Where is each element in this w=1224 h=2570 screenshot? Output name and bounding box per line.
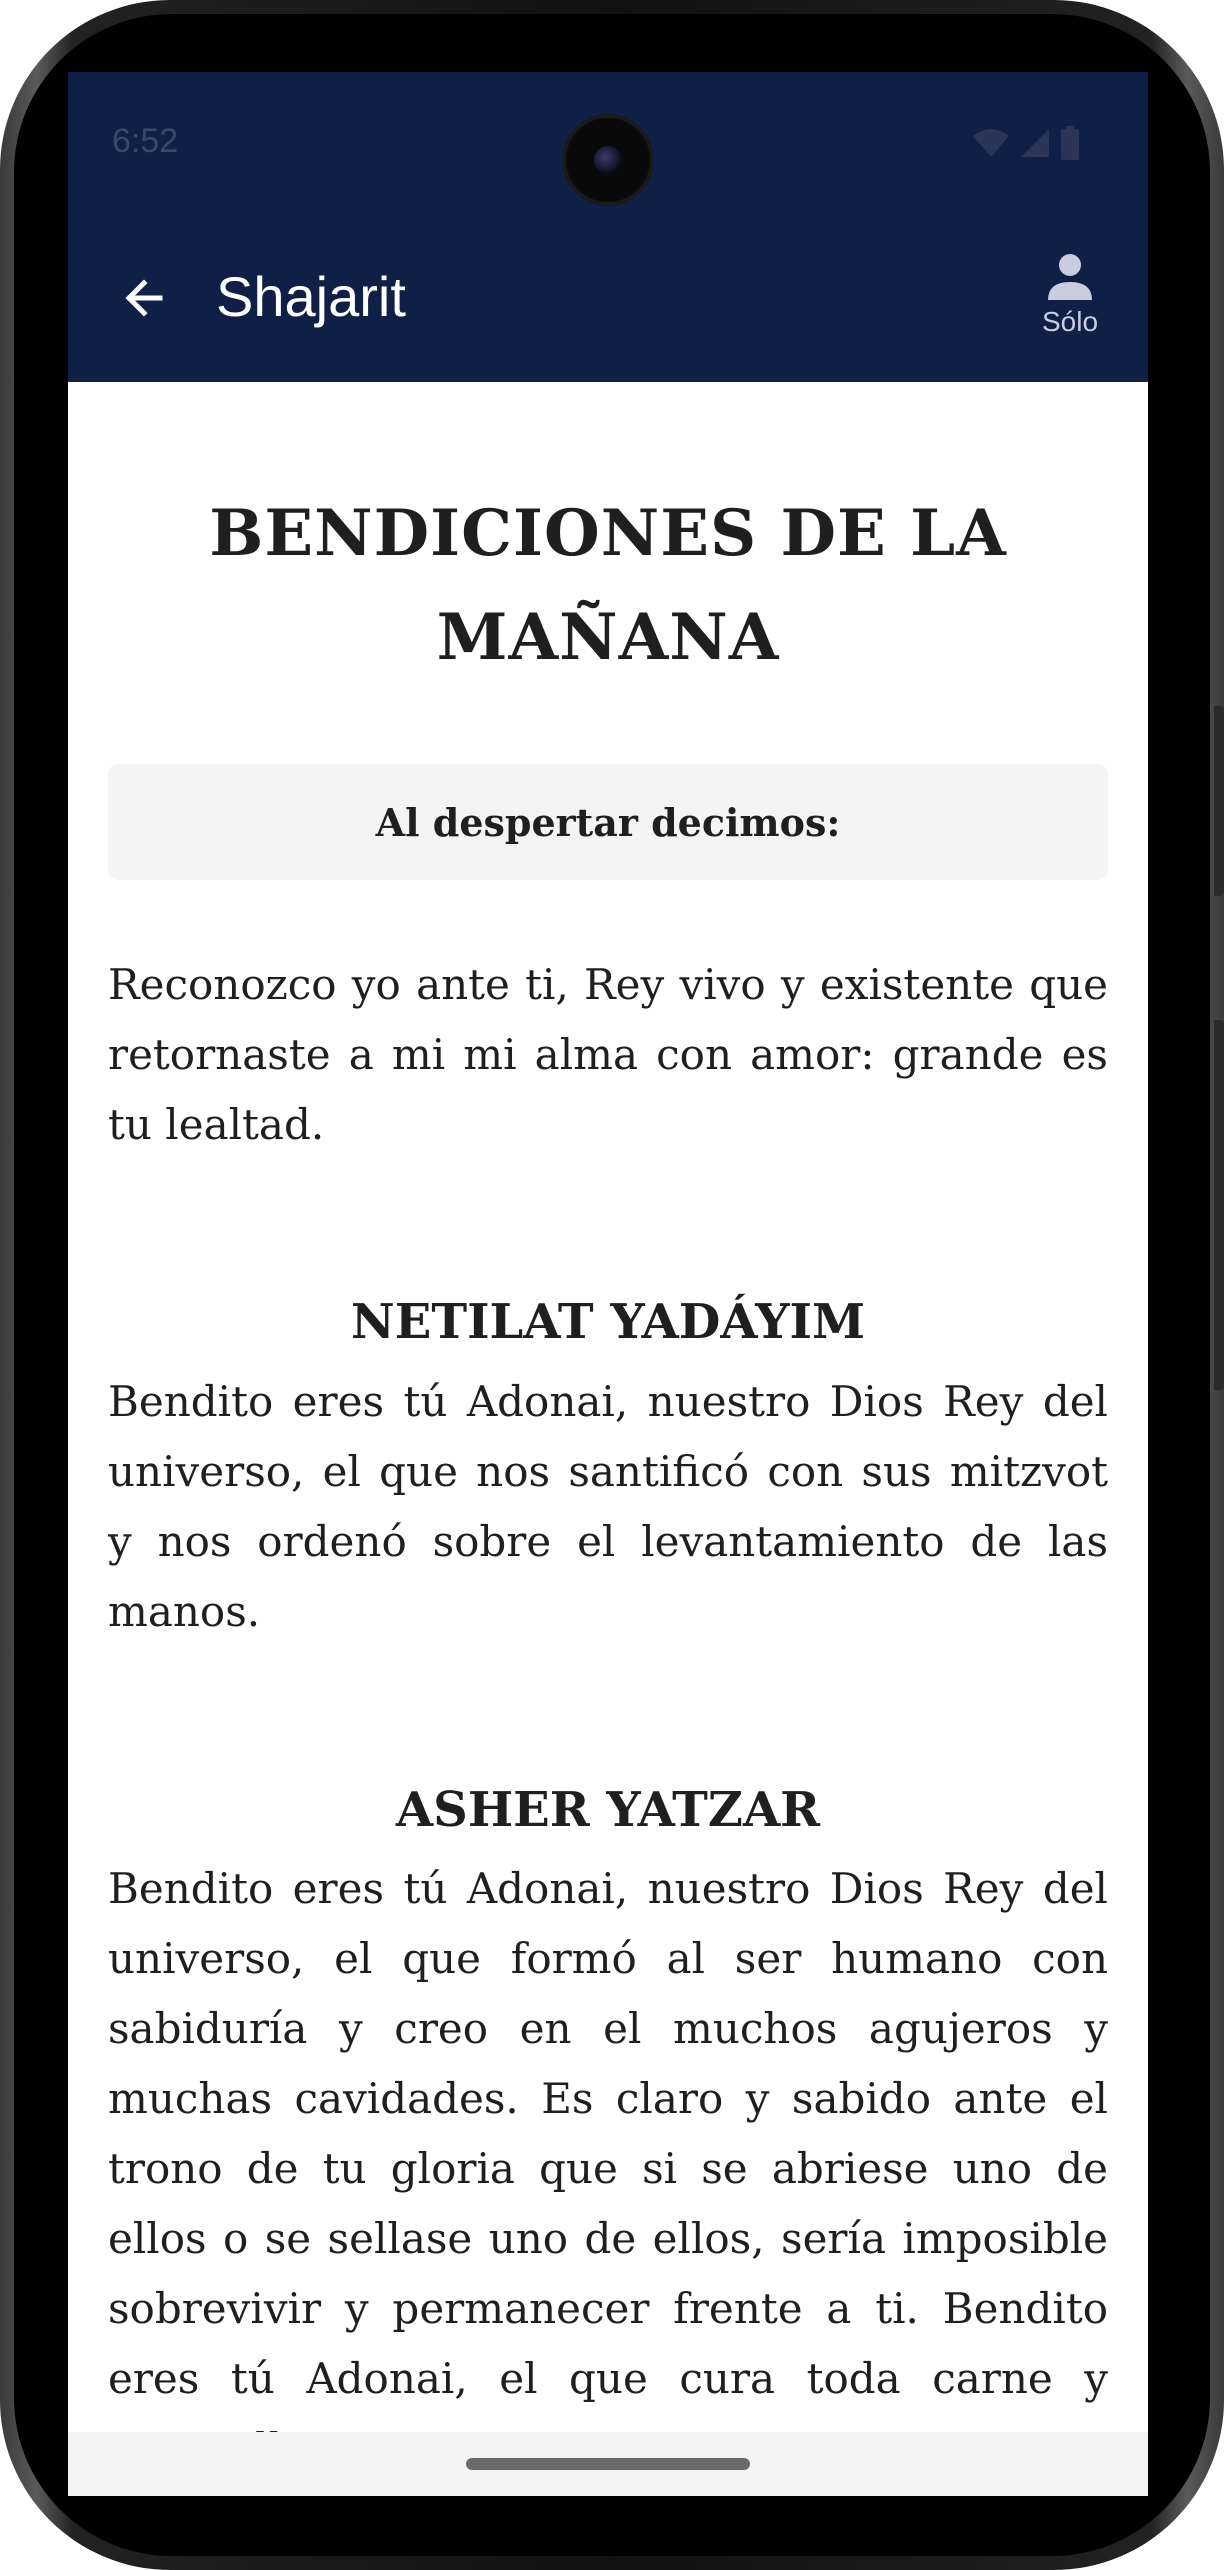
solo-mode-label: Sólo xyxy=(1041,306,1099,337)
paragraph-netilat: Bendito eres tú Adonai, nuestro Dios Rey del universo, el que nos santificó con sus mitzvot y nos ordenó sobre el levantamiento de las manos. xyxy=(108,1377,1108,1636)
status-bar xyxy=(68,72,1148,214)
power-button xyxy=(1214,1020,1224,1390)
paragraph-reconozco: Reconozco yo ante ti, Rey vivo y existente que retornaste a mi mi alma con amor: grande es tu lealtad. xyxy=(108,960,1108,1149)
section-heading-netilat: NETILAT YADÁYIM xyxy=(350,1294,866,1350)
paragraph-asher: Bendito eres tú Adonai, nuestro Dios Rey del universo, el que formó al ser humano con sabiduría y creo en el muchos agujeros y muchas cavidades. Es claro y sabido ante el trono de tu gloria que si se abriese uno de ellos o se sellase uno de ellos, sería imposible sobrevivir y permanecer frente a ti. Bendito eres tú Adonai, el que cura toda carne y xyxy=(108,1864,1108,2403)
main-title-line2: MAÑANA xyxy=(436,600,780,675)
arrow-left-icon xyxy=(120,274,168,322)
section-heading-asher: ASHER YATZAR xyxy=(395,1782,821,1838)
solo-mode-button[interactable] xyxy=(1020,250,1120,350)
gesture-nav-bar xyxy=(68,2432,1148,2496)
main-title-line1: BENDICIONES DE LA xyxy=(209,496,1007,571)
battery-icon xyxy=(1060,126,1080,160)
instruction-text: Al despertar decimos: xyxy=(375,799,841,845)
main-title xyxy=(68,482,1148,690)
screen xyxy=(68,72,1148,2496)
signal-icon xyxy=(1020,128,1050,158)
status-icons xyxy=(972,126,1080,160)
home-gesture-handle[interactable] xyxy=(466,2458,750,2470)
prayer-content[interactable] xyxy=(68,382,1148,2432)
app-bar xyxy=(68,214,1148,382)
front-camera xyxy=(566,118,650,202)
volume-button xyxy=(1214,706,1224,896)
wifi-icon xyxy=(972,128,1010,158)
person-icon xyxy=(1044,250,1096,302)
instruction-box xyxy=(108,764,1108,880)
page-title: Shajarit xyxy=(216,265,406,328)
status-time: 6:52 xyxy=(112,122,179,160)
back-button[interactable] xyxy=(112,266,176,330)
